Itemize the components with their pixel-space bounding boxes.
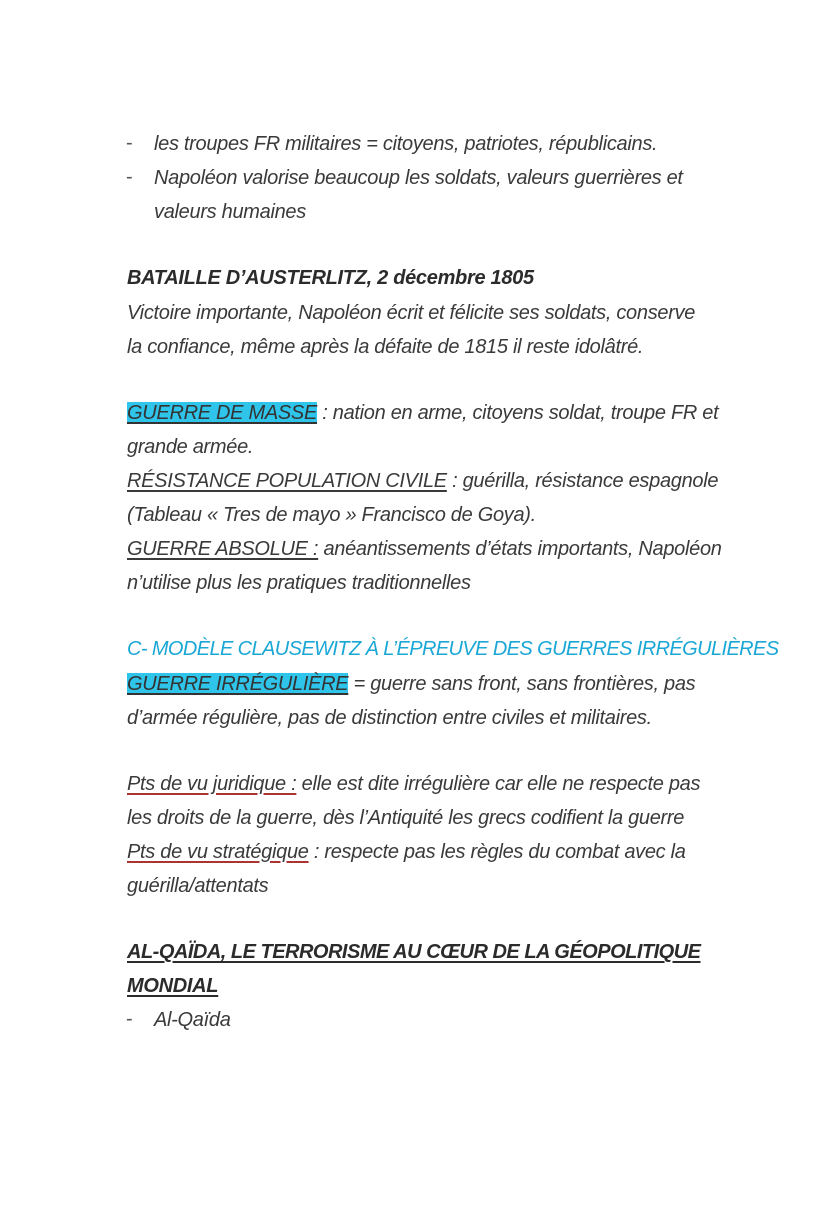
definition-text: : nation en arme, citoyens soldat, troupe FR et xyxy=(316,402,719,424)
definition-guerre-de-masse xyxy=(127,400,718,426)
term-highlight: GUERRE DE MASSE xyxy=(127,402,317,424)
definition-text: anéantissements d’états importants, Napoléon xyxy=(318,538,722,560)
bullet-dash: - xyxy=(126,166,133,188)
term-underlined: RÉSISTANCE POPULATION CIVILE xyxy=(127,470,447,492)
definition-juridique xyxy=(127,771,700,797)
definition-text: = guerre sans front, sans frontières, pas xyxy=(348,673,696,695)
term-underlined: Pts de vu stratégique xyxy=(127,841,309,863)
bullet-item: Al-Qaïda xyxy=(154,1009,231,1031)
bullet-dash: - xyxy=(126,132,133,154)
austerlitz-heading: BATAILLE D’AUSTERLITZ, 2 décembre 1805 xyxy=(127,267,534,289)
definition-text: : guérilla, résistance espagnole xyxy=(446,470,719,492)
definition-guerre-absolue xyxy=(127,536,722,562)
alqaida-heading-continued: MONDIAL xyxy=(127,975,219,997)
bullet-item: Napoléon valorise beaucoup les soldats, valeurs guerrières et xyxy=(154,167,683,189)
bullet-dash: - xyxy=(126,1008,133,1030)
term-underlined: Pts de vu juridique : xyxy=(127,773,297,795)
definition-guerre-irreguliere xyxy=(127,671,695,697)
definition-resistance xyxy=(127,468,718,494)
definition-text: : respecte pas les règles du combat avec la xyxy=(308,841,686,863)
bullet-item-continued: valeurs humaines xyxy=(154,201,306,223)
definition-text-line: n’utilise plus les pratiques traditionnelles xyxy=(127,572,471,594)
definition-text-line: grande armée. xyxy=(127,436,254,458)
bullet-item: les troupes FR militaires = citoyens, patriotes, républicains. xyxy=(154,133,658,155)
term-underlined: GUERRE ABSOLUE : xyxy=(127,538,319,560)
austerlitz-text-line: Victoire importante, Napoléon écrit et félicite ses soldats, conserve xyxy=(127,302,696,324)
definition-text-line: guérilla/attentats xyxy=(127,875,269,897)
section-title: C- MODÈLE CLAUSEWITZ À L’ÉPREUVE DES GUERRES IRRÉGULIÈRES xyxy=(127,638,779,660)
definition-strategique xyxy=(127,839,686,865)
definition-text-line: d’armée régulière, pas de distinction entre civiles et militaires. xyxy=(127,707,652,729)
definition-text-line: les droits de la guerre, dès l’Antiquité les grecs codifient la guerre xyxy=(127,807,685,829)
term-highlight: GUERRE IRRÉGULIÈRE xyxy=(127,673,349,695)
austerlitz-text-line: la confiance, même après la défaite de 1815 il reste idolâtré. xyxy=(127,336,644,358)
definition-text-line: (Tableau « Tres de mayo » Francisco de Goya). xyxy=(127,504,536,526)
alqaida-heading: AL-QAÏDA, LE TERRORISME AU CŒUR DE LA GÉOPOLITIQUE xyxy=(127,941,701,963)
definition-text: elle est dite irrégulière car elle ne respecte pas xyxy=(296,773,701,795)
